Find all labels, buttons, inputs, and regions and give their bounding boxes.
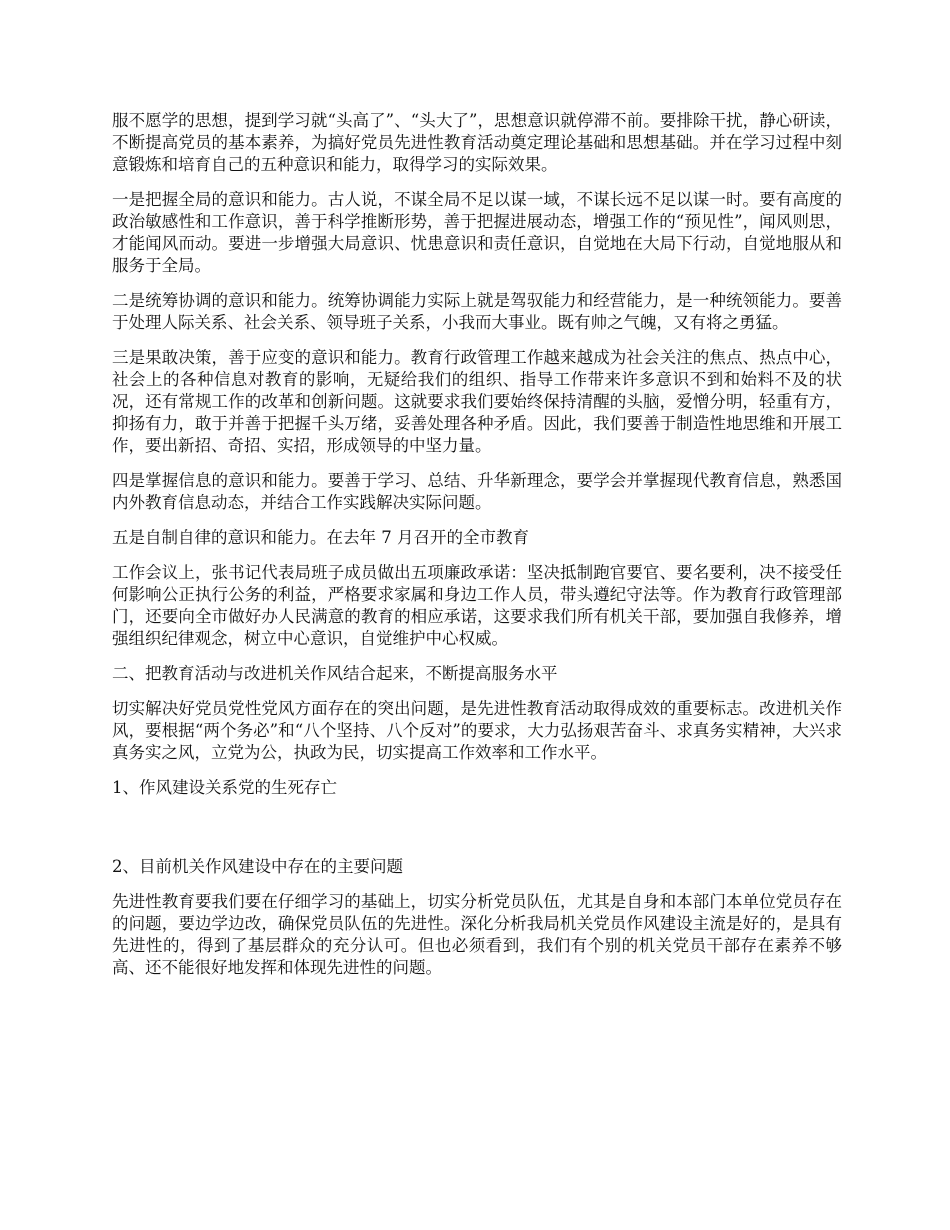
- paragraph-coordination: 二是统筹协调的意识和能力。统筹协调能力实际上就是驾驭能力和经营能力，是一种统领能力。要善于处理人际关系、社会关系、领导班子关系，小我而大事业。既有帅之气魄，又有将之勇猛。: [112, 291, 842, 332]
- paragraph-overall-view: 一是把握全局的意识和能力。古人说，不谋全局不足以谋一域，不谋长远不足以谋一时。要有高度的政治敏感性和工作意识，善于科学推断形势，善于把握进展动态，增强工作的“预见性”，闻风则思，才能闻风而动。要进一步增强大局意识、忧患意识和责任意识，自觉地在大局下行动，自觉地服从和服务于全局。: [112, 190, 842, 275]
- paragraph-work-style: 切实解决好党员党性党风方面存在的突出问题，是先进性教育活动取得成效的重要标志。改进机关作风，要根据“两个务必”和“八个坚持、八个反对”的要求，大力弘扬艰苦奋斗、求真务实精神，大兴求真务实之风，立党为公，执政为民，切实提高工作效率和工作水平。: [112, 699, 842, 762]
- paragraph-self-discipline: 五是自制自律的意识和能力。在去年 7 月召开的全市教育: [112, 528, 529, 547]
- paragraph-information: 四是掌握信息的意识和能力。要善于学习、总结、升华新理念，要学会并掌握现代教育信息，熟悉国内外教育信息动态，并结合工作实践解决实际问题。: [112, 471, 842, 512]
- paragraph-decision-making: 三是果敢决策，善于应变的意识和能力。教育行政管理工作越来越成为社会关注的焦点、热点中心，社会上的各种信息对教育的影响，无疑给我们的组织、指导工作带来许多意识不到和始料不及的状况，还有常规工作的改革和创新问题。这就要求我们要始终保持清醒的头脑，爱憎分明，轻重有方，抑扬有力，敢于并善于把握千头万绪，妥善处理各种矛盾。因此，我们要善于制造性地思维和开展工作，要出新招、奇招、实招，形成领导的中坚力量。: [112, 348, 842, 455]
- paragraph-integrity-pledge: 工作会议上，张书记代表局班子成员做出五项廉政承诺：坚决抵制跑官要官、要名要利，决不接受任何影响公正执行公务的利益，严格要求家属和身边工作人员，带头遵纪守法等。作为教育行政管理部门，还要向全市做好办人民满意的教育的相应承诺，这要求我们所有机关干部，要加强自我修养，增强组织纪律观念，树立中心意识，自觉维护中心权威。: [112, 563, 842, 648]
- section-heading-2: 二、把教育活动与改进机关作风结合起来，不断提高服务水平: [112, 664, 558, 683]
- subheading-2: 2、目前机关作风建设中存在的主要问题: [112, 857, 403, 876]
- document-body: [112, 110, 842, 992]
- paragraph-study-attitude: 服不愿学的思想，提到学习就“头高了”、“头大了”，思想意识就停滞不前。要排除干扰，静心研读，不断提高党员的基本素养，为搞好党员先进性教育活动奠定理论基础和思想基础。并在学习过程中刻意锻炼和培育自己的五种意识和能力，取得学习的实际效果。: [112, 111, 842, 174]
- paragraph-problems: 先进性教育要我们要在仔细学习的基础上，切实分析党员队伍，尤其是自身和本部门本单位党员存在的问题，要边学边改，确保党员队伍的先进性。深化分析我局机关党员作风建设主流是好的，是具有先进性的，得到了基层群众的充分认可。但也必须看到，我们有个别的机关党员干部存在素养不够高、还不能很好地发挥和体现先进性的问题。: [112, 892, 842, 977]
- subheading-1: 1、作风建设关系党的生死存亡: [112, 778, 337, 797]
